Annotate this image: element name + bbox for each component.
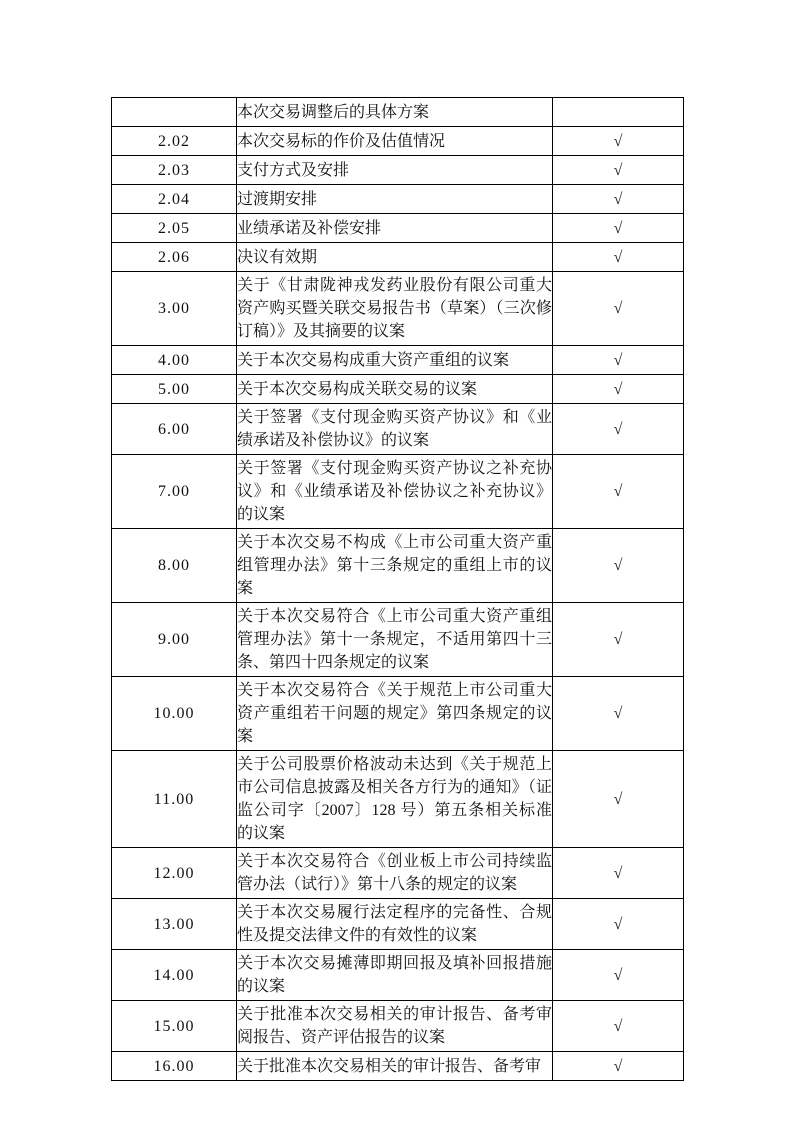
proposal-description: 支付方式及安排	[237, 156, 553, 185]
table-row	[112, 899, 684, 950]
proposal-description: 关于本次交易摊薄即期回报及填补回报措施的议案	[237, 950, 553, 1001]
proposal-description: 关于批准本次交易相关的审计报告、备考审阅报告、资产评估报告的议案	[237, 1001, 553, 1052]
proposal-number: 15.00	[112, 1001, 237, 1052]
proposal-description: 关于本次交易符合《创业板上市公司持续监管办法（试行）》第十八条的规定的议案	[237, 848, 553, 899]
approval-check-mark: √	[553, 156, 684, 185]
table-row	[112, 127, 684, 156]
proposal-number: 3.00	[112, 272, 237, 346]
approval-check-mark: √	[553, 1001, 684, 1052]
proposal-description: 决议有效期	[237, 243, 553, 272]
table-row	[112, 98, 684, 127]
table-row	[112, 1001, 684, 1052]
proposal-number: 10.00	[112, 677, 237, 751]
approval-check-mark: √	[553, 848, 684, 899]
table-row	[112, 185, 684, 214]
approval-check-mark: √	[553, 1052, 684, 1081]
proposal-number: 9.00	[112, 603, 237, 677]
approval-check-mark: √	[553, 127, 684, 156]
approval-check-mark	[553, 98, 684, 127]
proposal-number: 12.00	[112, 848, 237, 899]
proposals-table	[111, 97, 684, 1081]
table-row	[112, 272, 684, 346]
approval-check-mark: √	[553, 603, 684, 677]
proposal-number: 2.06	[112, 243, 237, 272]
proposal-number	[112, 98, 237, 127]
approval-check-mark: √	[553, 751, 684, 848]
table-row	[112, 243, 684, 272]
proposal-number: 2.05	[112, 214, 237, 243]
approval-check-mark: √	[553, 677, 684, 751]
proposal-description: 关于本次交易履行法定程序的完备性、合规性及提交法律文件的有效性的议案	[237, 899, 553, 950]
proposal-description: 业绩承诺及补偿安排	[237, 214, 553, 243]
proposal-description: 关于本次交易构成关联交易的议案	[237, 375, 553, 404]
table-row	[112, 950, 684, 1001]
proposal-number: 2.04	[112, 185, 237, 214]
table-row	[112, 156, 684, 185]
approval-check-mark: √	[553, 529, 684, 603]
table-row	[112, 1052, 684, 1081]
proposal-description: 关于本次交易符合《关于规范上市公司重大资产重组若干问题的规定》第四条规定的议案	[237, 677, 553, 751]
approval-check-mark: √	[553, 455, 684, 529]
proposal-number: 14.00	[112, 950, 237, 1001]
proposal-number: 8.00	[112, 529, 237, 603]
approval-check-mark: √	[553, 346, 684, 375]
proposal-number: 7.00	[112, 455, 237, 529]
proposal-description: 关于《甘肃陇神戎发药业股份有限公司重大资产购买暨关联交易报告书（草案）（三次修订稿）》及其摘要的议案	[237, 272, 553, 346]
proposal-number: 2.03	[112, 156, 237, 185]
proposal-number: 16.00	[112, 1052, 237, 1081]
proposal-description: 本次交易调整后的具体方案	[237, 98, 553, 127]
proposal-number: 13.00	[112, 899, 237, 950]
proposals-table-body	[112, 98, 684, 1081]
table-row	[112, 455, 684, 529]
proposal-description: 过渡期安排	[237, 185, 553, 214]
table-row	[112, 375, 684, 404]
proposal-description: 关于本次交易不构成《上市公司重大资产重组管理办法》第十三条规定的重组上市的议案	[237, 529, 553, 603]
approval-check-mark: √	[553, 950, 684, 1001]
proposal-description: 关于本次交易符合《上市公司重大资产重组管理办法》第十一条规定，不适用第四十三条、第四十四条规定的议案	[237, 603, 553, 677]
proposal-description: 本次交易标的作价及估值情况	[237, 127, 553, 156]
proposal-description: 关于签署《支付现金购买资产协议之补充协议》和《业绩承诺及补偿协议之补充协议》的议案	[237, 455, 553, 529]
approval-check-mark: √	[553, 404, 684, 455]
proposal-number: 6.00	[112, 404, 237, 455]
table-row	[112, 677, 684, 751]
proposal-description: 关于本次交易构成重大资产重组的议案	[237, 346, 553, 375]
table-row	[112, 214, 684, 243]
proposal-description: 关于签署《支付现金购买资产协议》和《业绩承诺及补偿协议》的议案	[237, 404, 553, 455]
approval-check-mark: √	[553, 214, 684, 243]
table-row	[112, 404, 684, 455]
proposal-number: 11.00	[112, 751, 237, 848]
approval-check-mark: √	[553, 185, 684, 214]
approval-check-mark: √	[553, 899, 684, 950]
proposal-number: 5.00	[112, 375, 237, 404]
table-row	[112, 346, 684, 375]
table-row	[112, 848, 684, 899]
proposal-description: 关于公司股票价格波动未达到《关于规范上市公司信息披露及相关各方行为的通知》（证监公司字〔2007〕128 号）第五条相关标准的议案	[237, 751, 553, 848]
approval-check-mark: √	[553, 243, 684, 272]
proposal-description: 关于批准本次交易相关的审计报告、备考审	[237, 1052, 553, 1081]
proposal-number: 4.00	[112, 346, 237, 375]
proposal-number: 2.02	[112, 127, 237, 156]
table-row	[112, 751, 684, 848]
table-row	[112, 529, 684, 603]
table-row	[112, 603, 684, 677]
approval-check-mark: √	[553, 375, 684, 404]
approval-check-mark: √	[553, 272, 684, 346]
